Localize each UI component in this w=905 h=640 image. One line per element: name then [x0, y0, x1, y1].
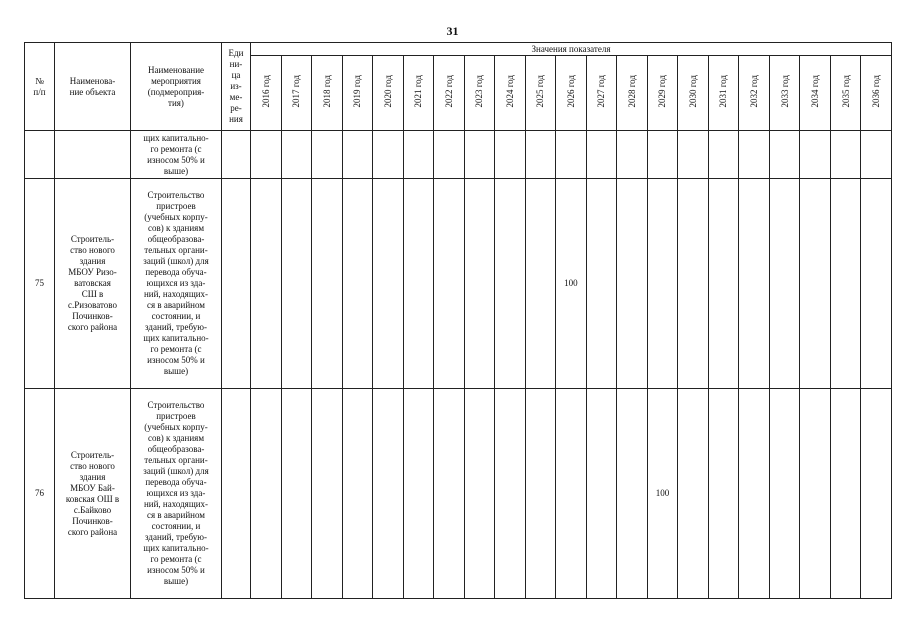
value-cell [525, 389, 556, 599]
value-cell [739, 389, 770, 599]
value-cell [586, 389, 617, 599]
unit-cell [222, 179, 251, 389]
year-header [342, 56, 373, 131]
year-header [373, 56, 404, 131]
year-header [281, 56, 312, 131]
value-cell [708, 131, 739, 179]
value-cell [464, 389, 495, 599]
header-values: Значения показателя [251, 43, 892, 56]
value-cell [495, 131, 526, 179]
value-cell [586, 179, 617, 389]
value-cell [434, 131, 465, 179]
value-cell [830, 179, 861, 389]
value-cell [800, 389, 831, 599]
value-cell [312, 131, 343, 179]
event-name: Строительство пристроев (учебных корпу- сов) к зданиям общеобразова- тельных органи- заций (школ) для перевода обуча- ющихся из зда- ний, находящих- ся в аварийном состоянии, и зданий, требую- щих капитально- го ремонта (с износом 50% и выше) [131, 179, 222, 389]
value-cell [281, 389, 312, 599]
indicator-table [24, 42, 892, 599]
value-cell [678, 131, 709, 179]
year-header [495, 56, 526, 131]
object-name: Строитель- ство нового здания МБОУ Бай- ковская ОШ в с.Байково Починков- ского района [55, 389, 131, 599]
value-cell [251, 389, 282, 599]
header-event: Наименование мероприятия (подмероприя- тия) [131, 43, 222, 131]
table-row [25, 179, 892, 389]
page-number: 31 [446, 24, 459, 38]
value-cell [342, 131, 373, 179]
value-cell [281, 179, 312, 389]
value-cell [739, 131, 770, 179]
year-label: 2025 год [535, 75, 546, 108]
object-name [55, 131, 131, 179]
year-label: 2026 год [565, 75, 576, 108]
year-label: 2031 год [718, 75, 729, 108]
year-header [403, 56, 434, 131]
value-cell [403, 179, 434, 389]
year-header [556, 56, 587, 131]
event-name: Строительство пристроев (учебных корпу- сов) к зданиям общеобразова- тельных органи- заций (школ) для перевода обуча- ющихся из зда- ний, находящих- ся в аварийном состоянии, и зданий, требую- щих капитально- го ремонта (с износом 50% и выше) [131, 389, 222, 599]
value-cell [342, 179, 373, 389]
row-number: 76 [25, 389, 55, 599]
value-cell [556, 131, 587, 179]
year-header [647, 56, 678, 131]
value-cell [769, 131, 800, 179]
year-label: 2023 год [474, 75, 485, 108]
unit-cell [222, 131, 251, 179]
value-cell [678, 389, 709, 599]
year-header [434, 56, 465, 131]
value-cell [647, 179, 678, 389]
value-cell [830, 389, 861, 599]
year-label: 2035 год [840, 75, 851, 108]
year-header [708, 56, 739, 131]
value-cell [495, 179, 526, 389]
value-cell [312, 179, 343, 389]
year-label: 2018 год [321, 75, 332, 108]
year-header [861, 56, 892, 131]
year-label: 2028 год [626, 75, 637, 108]
value-cell [861, 179, 892, 389]
year-header [312, 56, 343, 131]
value-cell [464, 179, 495, 389]
value-cell [373, 179, 404, 389]
year-label: 2036 год [871, 75, 882, 108]
table-row [25, 131, 892, 179]
value-cell [617, 179, 648, 389]
value-cell [617, 131, 648, 179]
value-cell [861, 131, 892, 179]
object-name: Строитель- ство нового здания МБОУ Ризо- ватовская СШ в с.Ризоватово Починков- ского района [55, 179, 131, 389]
year-label: 2016 год [260, 75, 271, 108]
year-header [586, 56, 617, 131]
value-cell [251, 179, 282, 389]
value-cell [800, 179, 831, 389]
year-header [617, 56, 648, 131]
value-cell [769, 389, 800, 599]
row-number: 75 [25, 179, 55, 389]
value-cell [525, 131, 556, 179]
value-cell [678, 179, 709, 389]
header-unit: Еди ни- ца из- ме- ре- ния [222, 43, 251, 131]
year-header [769, 56, 800, 131]
value-cell [373, 389, 404, 599]
value-cell [556, 389, 587, 599]
event-name: щих капитально- го ремонта (с износом 50% и выше) [131, 131, 222, 179]
value-cell [434, 389, 465, 599]
value-cell [495, 389, 526, 599]
value-cell [617, 389, 648, 599]
value-cell [403, 389, 434, 599]
year-header [251, 56, 282, 131]
year-label: 2029 год [657, 75, 668, 108]
value-cell [739, 179, 770, 389]
value-cell [525, 179, 556, 389]
value-cell: 100 [556, 179, 587, 389]
year-label: 2024 год [504, 75, 515, 108]
value-cell [800, 131, 831, 179]
year-label: 2030 год [687, 75, 698, 108]
year-label: 2034 год [810, 75, 821, 108]
year-label: 2033 год [779, 75, 790, 108]
year-label: 2032 год [749, 75, 759, 108]
year-header [800, 56, 831, 131]
year-label: 2017 год [291, 75, 302, 108]
value-cell [830, 131, 861, 179]
year-label: 2020 год [382, 75, 393, 108]
value-cell [251, 131, 282, 179]
table-row [25, 389, 892, 599]
year-label: 2027 год [596, 75, 607, 108]
value-cell [312, 389, 343, 599]
value-cell [708, 389, 739, 599]
row-number [25, 131, 55, 179]
year-label: 2021 год [413, 75, 424, 108]
value-cell [403, 131, 434, 179]
year-header [464, 56, 495, 131]
value-cell: 100 [647, 389, 678, 599]
value-cell [464, 131, 495, 179]
header-num: № п/п [25, 43, 55, 131]
year-header [678, 56, 709, 131]
year-header [525, 56, 556, 131]
value-cell [281, 131, 312, 179]
value-cell [708, 179, 739, 389]
value-cell [861, 389, 892, 599]
year-label: 2022 год [443, 75, 454, 108]
header-object: Наименова- ние объекта [55, 43, 131, 131]
value-cell [434, 179, 465, 389]
value-cell [647, 131, 678, 179]
unit-cell [222, 389, 251, 599]
year-header [739, 56, 770, 131]
value-cell [373, 131, 404, 179]
year-header [830, 56, 861, 131]
value-cell [769, 179, 800, 389]
value-cell [342, 389, 373, 599]
header-row [25, 43, 892, 56]
value-cell [586, 131, 617, 179]
year-label: 2019 год [352, 75, 363, 108]
